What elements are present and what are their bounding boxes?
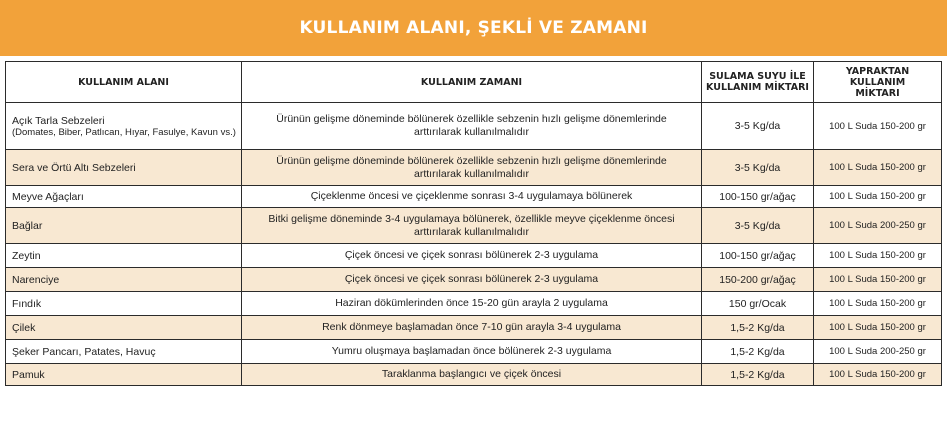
area-label: Çilek	[12, 321, 36, 334]
cell-time	[242, 186, 702, 208]
header-area: KULLANIM ALANI	[6, 62, 242, 103]
cell-time	[242, 150, 702, 186]
cell-time	[242, 316, 702, 340]
table-row	[6, 208, 942, 244]
table-row	[6, 186, 942, 208]
time-text-continued: arttırılarak kullanılmalıdır	[414, 225, 529, 238]
time-text: Çiçek öncesi ve çiçek sonrası bölünerek 2-3 uygulama	[344, 249, 599, 261]
area-label: Açık Tarla Sebzeleri	[12, 114, 105, 127]
cell-foliar: 100 L Suda 150-200 gr	[814, 103, 942, 150]
cell-area	[6, 268, 242, 292]
area-label: Sera ve Örtü Altı Sebzeleri	[12, 161, 136, 174]
time-text: Taraklanma başlangıcı ve çiçek öncesi	[381, 368, 562, 380]
cell-foliar: 100 L Suda 150-200 gr	[814, 364, 942, 386]
cell-foliar: 100 L Suda 150-200 gr	[814, 268, 942, 292]
cell-area	[6, 292, 242, 316]
table-body	[6, 103, 942, 386]
cell-time	[242, 292, 702, 316]
cell-irrigation: 1,5-2 Kg/da	[702, 316, 814, 340]
cell-time	[242, 340, 702, 364]
time-text: Ürünün gelişme döneminde bölünerek özellikle sebzenin hızlı gelişme dönemlerinde	[276, 113, 667, 125]
table-row	[6, 364, 942, 386]
cell-irrigation: 3-5 Kg/da	[702, 150, 814, 186]
cell-foliar: 100 L Suda 150-200 gr	[814, 244, 942, 268]
cell-area	[6, 103, 242, 150]
cell-foliar: 100 L Suda 150-200 gr	[814, 316, 942, 340]
cell-irrigation: 1,5-2 Kg/da	[702, 340, 814, 364]
cell-foliar: 100 L Suda 150-200 gr	[814, 292, 942, 316]
time-text: Çiçek öncesi ve çiçek sonrası bölünerek 2-3 uygulama	[344, 273, 599, 285]
time-text: Çiçeklenme öncesi ve çiçeklenme sonrası 3-4 uygulamaya bölünerek	[310, 190, 633, 202]
table-row	[6, 268, 942, 292]
cell-irrigation: 3-5 Kg/da	[702, 103, 814, 150]
cell-irrigation: 3-5 Kg/da	[702, 208, 814, 244]
area-label: Meyve Ağaçları	[12, 190, 84, 203]
table-row	[6, 316, 942, 340]
time-text: Ürünün gelişme döneminde bölünerek özellikle sebzenin hızlı gelişme dönemlerinde	[276, 154, 667, 167]
cell-area	[6, 150, 242, 186]
cell-foliar: 100 L Suda 150-200 gr	[814, 150, 942, 186]
usage-table	[5, 61, 942, 386]
time-text-continued: arttırılarak kullanılmalıdır	[414, 126, 529, 138]
title-banner	[0, 0, 947, 56]
cell-time	[242, 244, 702, 268]
area-label: Bağlar	[12, 219, 43, 232]
area-label: Pamuk	[12, 368, 45, 381]
table-row	[6, 103, 942, 150]
cell-time	[242, 364, 702, 386]
cell-irrigation: 100-150 gr/ağaç	[702, 186, 814, 208]
cell-area	[6, 364, 242, 386]
table-row	[6, 150, 942, 186]
table-row	[6, 292, 942, 316]
cell-irrigation: 1,5-2 Kg/da	[702, 364, 814, 386]
area-sublabel: (Domates, Biber, Patlıcan, Hıyar, Fasulye, Kavun vs.)	[12, 126, 236, 138]
table-row	[6, 244, 942, 268]
cell-time	[242, 208, 702, 244]
table-row	[6, 340, 942, 364]
page-title: KULLANIM ALANI, ŞEKLİ VE ZAMANI	[299, 18, 648, 38]
cell-time	[242, 103, 702, 150]
time-text: Haziran dökümlerinden önce 15-20 gün arayla 2 uygulama	[335, 297, 608, 309]
cell-irrigation: 100-150 gr/ağaç	[702, 244, 814, 268]
cell-irrigation: 150-200 gr/ağaç	[702, 268, 814, 292]
time-text: Yumru oluşmaya başlamadan önce bölünerek 2-3 uygulama	[331, 345, 612, 357]
cell-area	[6, 316, 242, 340]
time-text: Bitki gelişme döneminde 3-4 uygulamaya bölünerek, özellikle meyve çiçeklenme öncesi	[268, 212, 675, 225]
header-time: KULLANIM ZAMANI	[242, 62, 702, 103]
time-text-continued: arttırılarak kullanılmalıdır	[414, 167, 529, 180]
cell-time	[242, 268, 702, 292]
header-irrigation: SULAMA SUYU İLE KULLANIM MİKTARI	[702, 62, 814, 103]
cell-foliar: 100 L Suda 200-250 gr	[814, 208, 942, 244]
area-label: Zeytin	[12, 249, 41, 262]
table-header-row	[6, 62, 942, 103]
cell-irrigation: 150 gr/Ocak	[702, 292, 814, 316]
cell-area	[6, 340, 242, 364]
time-text: Renk dönmeye başlamadan önce 7-10 gün arayla 3-4 uygulama	[322, 321, 621, 333]
cell-foliar: 100 L Suda 150-200 gr	[814, 186, 942, 208]
area-label: Şeker Pancarı, Patates, Havuç	[12, 345, 156, 358]
area-label: Narenciye	[12, 273, 60, 286]
header-foliar: YAPRAKTAN KULLANIM MİKTARI	[814, 62, 942, 103]
cell-area	[6, 186, 242, 208]
area-label: Fındık	[12, 297, 42, 310]
cell-area	[6, 208, 242, 244]
cell-area	[6, 244, 242, 268]
cell-foliar: 100 L Suda 200-250 gr	[814, 340, 942, 364]
